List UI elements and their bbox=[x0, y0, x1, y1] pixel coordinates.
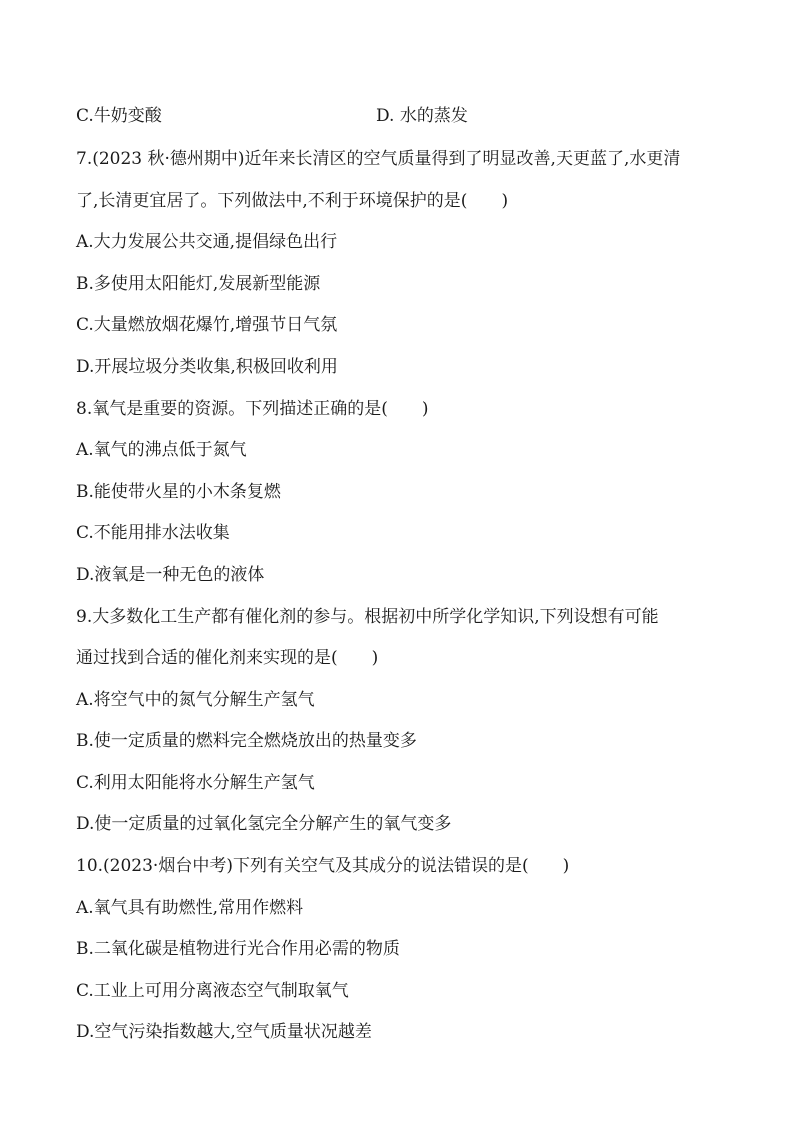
question-8-option-d: D.液氧是一种无色的液体 bbox=[76, 565, 265, 585]
question-9-option-d: D.使一定质量的过氧化氢完全分解产生的氧气变多 bbox=[76, 814, 452, 834]
question-6-options-row bbox=[76, 105, 468, 127]
option-c: C.牛奶变酸 bbox=[76, 106, 162, 126]
question-9-stem-line-1: 9.大多数化工生产都有催化剂的参与。根据初中所学化学知识,下列设想有可能 bbox=[76, 607, 659, 627]
question-8-option-b: B.能使带火星的小木条复燃 bbox=[76, 482, 281, 502]
question-7-stem-line-1: 7.(2023 秋·德州期中)近年来长清区的空气质量得到了明显改善,天更蓝了,水更清 bbox=[76, 149, 681, 169]
question-10-stem: 10.(2023·烟台中考)下列有关空气及其成分的说法错误的是( ) bbox=[76, 856, 570, 876]
question-8-option-c: C.不能用排水法收集 bbox=[76, 523, 230, 543]
question-10-option-b: B.二氧化碳是植物进行光合作用必需的物质 bbox=[76, 939, 400, 959]
question-9-option-a: A.将空气中的氮气分解生产氢气 bbox=[76, 690, 315, 710]
question-9-stem-line-2: 通过找到合适的催化剂来实现的是( ) bbox=[76, 648, 379, 668]
question-7-stem-line-2: 了,长清更宜居了。下列做法中,不利于环境保护的是( ) bbox=[76, 191, 509, 211]
question-10-option-a: A.氧气具有助燃性,常用作燃料 bbox=[76, 898, 304, 918]
question-7-option-d: D.开展垃圾分类收集,积极回收利用 bbox=[76, 357, 338, 377]
option-d: D. 水的蒸发 bbox=[376, 106, 468, 126]
question-10-option-d: D.空气污染指数越大,空气质量状况越差 bbox=[76, 1022, 372, 1042]
question-7-option-c: C.大量燃放烟花爆竹,增强节日气氛 bbox=[76, 315, 338, 335]
question-8-option-a: A.氧气的沸点低于氮气 bbox=[76, 440, 247, 460]
question-9-option-b: B.使一定质量的燃料完全燃烧放出的热量变多 bbox=[76, 731, 417, 751]
question-8-stem: 8.氧气是重要的资源。下列描述正确的是( ) bbox=[76, 399, 429, 419]
question-7-option-a: A.大力发展公共交通,提倡绿色出行 bbox=[76, 232, 338, 252]
question-7-option-b: B.多使用太阳能灯,发展新型能源 bbox=[76, 274, 321, 294]
question-9-option-c: C.利用太阳能将水分解生产氢气 bbox=[76, 773, 315, 793]
question-10-option-c: C.工业上可用分离液态空气制取氧气 bbox=[76, 981, 349, 1001]
